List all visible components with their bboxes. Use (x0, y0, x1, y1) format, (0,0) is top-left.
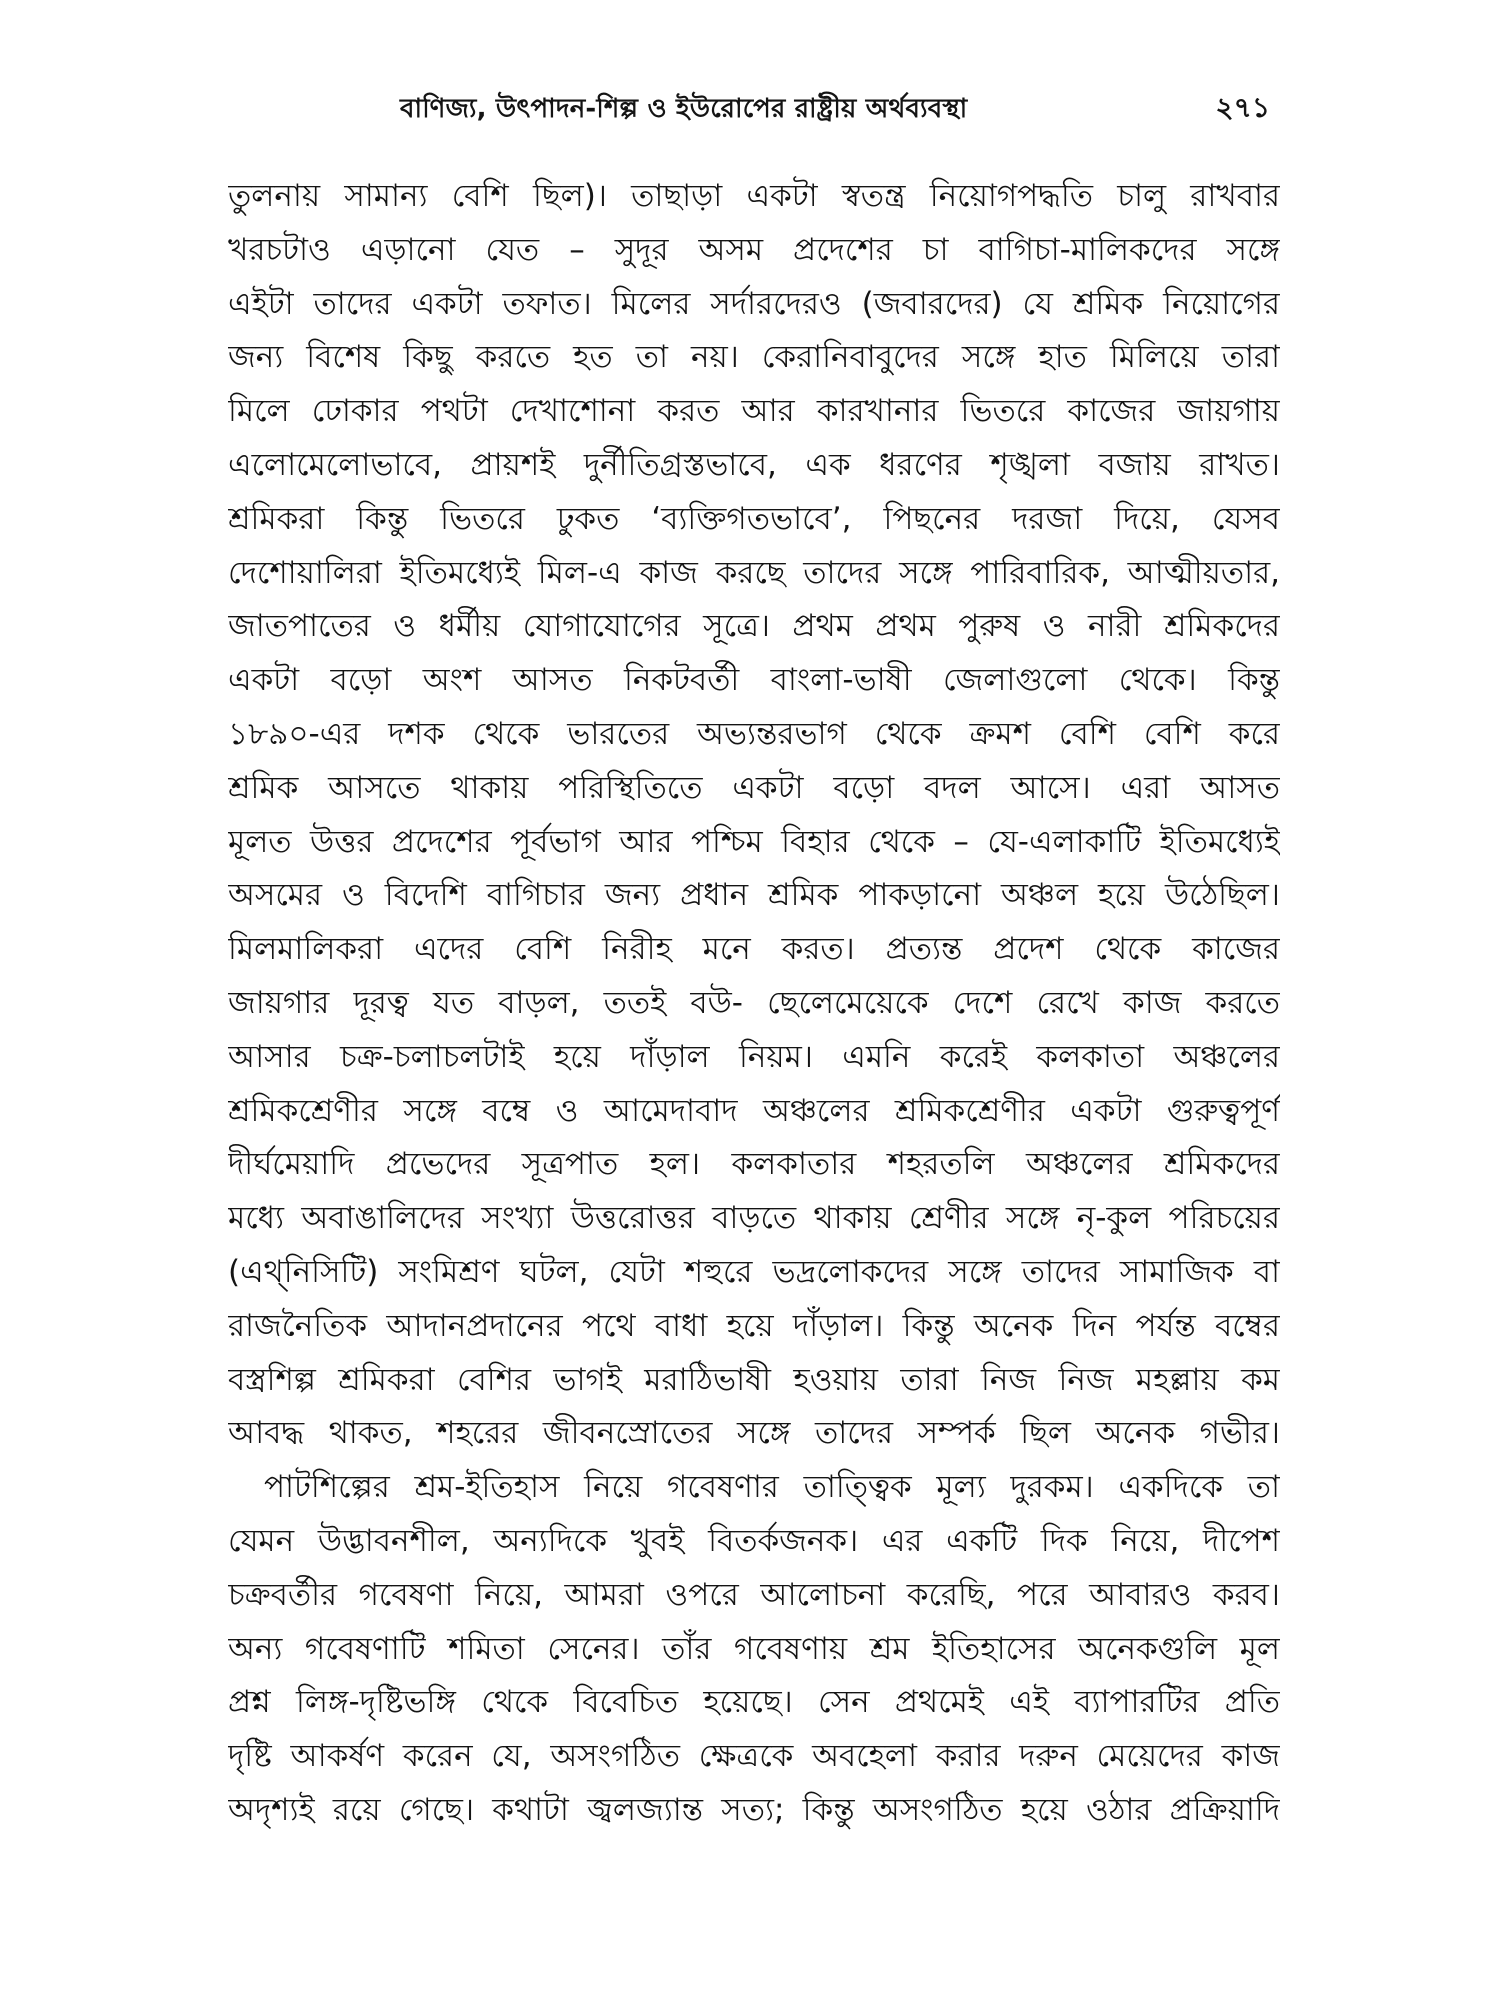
text-line: শ্রমিকশ্রেণীর সঙ্গে বম্বে ও আমেদাবাদ অঞ্চলের শ্রমিকশ্রেণীর একটা গুরুত্বপূর্ণ (228, 1092, 1280, 1129)
text-line: অদৃশ্যই রয়ে গেছে। কথাটা জ্বলজ্যান্ত সত্য; কিন্তু অসংগঠিত হয়ে ওঠার প্রক্রিয়াদি (228, 1791, 1280, 1828)
text-line: অসমের ও বিদেশি বাগিচার জন্য প্রধান শ্রমিক পাকড়ানো অঞ্চল হয়ে উঠেছিল। (228, 877, 1280, 914)
text-line: শ্রমিকরা কিন্তু ভিতরে ঢুকত ‘ব্যক্তিগতভাবে’, পিছনের দরজা দিয়ে, যেসব (228, 500, 1280, 537)
text-line: আসার চক্র-চলাচলটাই হয়ে দাঁড়াল নিয়ম। এমনি করেই কলকাতা অঞ্চলের (228, 1038, 1280, 1075)
text-line: চক্রবর্তীর গবেষণা নিয়ে, আমরা ওপরে আলোচনা করেছি, পরে আবারও করব। (228, 1576, 1280, 1613)
text-line: রাজনৈতিক আদানপ্রদানের পথে বাধা হয়ে দাঁড়াল। কিন্তু অনেক দিন পর্যন্ত বম্বের (228, 1307, 1280, 1344)
text-line: মিলে ঢোকার পথটা দেখাশোনা করত আর কারখানার ভিতরে কাজের জায়গায় (228, 393, 1280, 430)
text-line: মিলমালিকরা এদের বেশি নিরীহ মনে করত। প্রত্যন্ত প্রদেশ থেকে কাজের (228, 931, 1280, 968)
text-line: দৃষ্টি আকর্ষণ করেন যে, অসংগঠিত ক্ষেত্রকে অবহেলা করার দরুন মেয়েদের কাজ (228, 1738, 1280, 1775)
text-line: একটা বড়ো অংশ আসত নিকটবর্তী বাংলা-ভাষী জেলাগুলো থেকে। কিন্তু (228, 662, 1280, 699)
text-line: দীর্ঘমেয়াদি প্রভেদের সূত্রপাত হল। কলকাতার শহরতলি অঞ্চলের শ্রমিকদের (228, 1146, 1280, 1183)
running-title: বাণিজ্য, উৎপাদন-শিল্প ও ইউরোপের রাষ্ট্রীয় অর্থব্যবস্থা (400, 94, 968, 124)
body-text (228, 170, 1280, 1838)
text-line: ১৮৯০-এর দশক থেকে ভারতের অভ্যন্তরভাগ থেকে ক্রমশ বেশি বেশি করে (228, 715, 1280, 752)
text-line: (এথ্‌নিসিটি) সংমিশ্রণ ঘটল, যেটা শহুরে ভদ্রলোকদের সঙ্গে তাদের সামাজিক বা (228, 1253, 1280, 1290)
text-line: এইটা তাদের একটা তফাত। মিলের সর্দারদেরও (জবারদের) যে শ্রমিক নিয়োগের (228, 285, 1280, 322)
page-number: ২৭১ (1215, 91, 1270, 124)
text-line: মধ্যে অবাঙালিদের সংখ্যা উত্তরোত্তর বাড়তে থাকায় শ্রেণীর সঙ্গে নৃ-কুল পরিচয়ের (228, 1200, 1280, 1237)
text-line: দেশোয়ালিরা ইতিমধ্যেই মিল-এ কাজ করছে তাদের সঙ্গে পারিবারিক, আত্মীয়তার, (228, 554, 1280, 591)
text-line: আবদ্ধ থাকত, শহরের জীবনস্রোতের সঙ্গে তাদের সম্পর্ক ছিল অনেক গভীর। (228, 1415, 1280, 1452)
text-line: বস্ত্রশিল্প শ্রমিকরা বেশির ভাগই মরাঠিভাষী হওয়ায় তারা নিজ নিজ মহল্লায় কম (228, 1361, 1280, 1398)
text-line: অন্য গবেষণাটি শমিতা সেনের। তাঁর গবেষণায় শ্রম ইতিহাসের অনেকগুলি মূল (228, 1630, 1280, 1667)
text-line: এলোমেলোভাবে, প্রায়শই দুর্নীতিগ্রস্তভাবে, এক ধরণের শৃঙ্খলা বজায় রাখত। (228, 446, 1280, 483)
text-line: তুলনায় সামান্য বেশি ছিল)। তাছাড়া একটা স্বতন্ত্র নিয়োগপদ্ধতি চালু রাখবার (228, 178, 1280, 214)
text-line: প্রশ্ন লিঙ্গ-দৃষ্টিভঙ্গি থেকে বিবেচিত হয়েছে। সেন প্রথমেই এই ব্যাপারটির প্রতি (228, 1684, 1280, 1721)
text-line: খরচটাও এড়ানো যেত – সুদূর অসম প্রদেশের চা বাগিচা-মালিকদের সঙ্গে (228, 231, 1280, 268)
running-header (190, 82, 1290, 132)
text-line: মূলত উত্তর প্রদেশের পূর্বভাগ আর পশ্চিম বিহার থেকে – যে-এলাকাটি ইতিমধ্যেই (228, 823, 1280, 860)
text-line: শ্রমিক আসতে থাকায় পরিস্থিতিতে একটা বড়ো বদল আসে। এরা আসত (228, 769, 1280, 806)
text-line: জন্য বিশেষ কিছু করতে হত তা নয়। কেরানিবাবুদের সঙ্গে হাত মিলিয়ে তারা (228, 339, 1280, 376)
text-line: যেমন উদ্ভাবনশীল, অন্যদিকে খুবই বিতর্কজনক। এর একটি দিক নিয়ে, দীপেশ (228, 1522, 1280, 1559)
paragraph-first-line: পাটশিল্পের শ্রম-ইতিহাস নিয়ে গবেষণার তাত্ত্বিক মূল্য দুরকম। একদিকে তা (264, 1469, 1280, 1506)
text-line: জায়গার দূরত্ব যত বাড়ল, ততই বউ- ছেলেমেয়েকে দেশে রেখে কাজ করতে (228, 984, 1280, 1021)
text-line: জাতপাতের ও ধর্মীয় যোগাযোগের সূত্রে। প্রথম প্রথম পুরুষ ও নারী শ্রমিকদের (228, 608, 1280, 645)
